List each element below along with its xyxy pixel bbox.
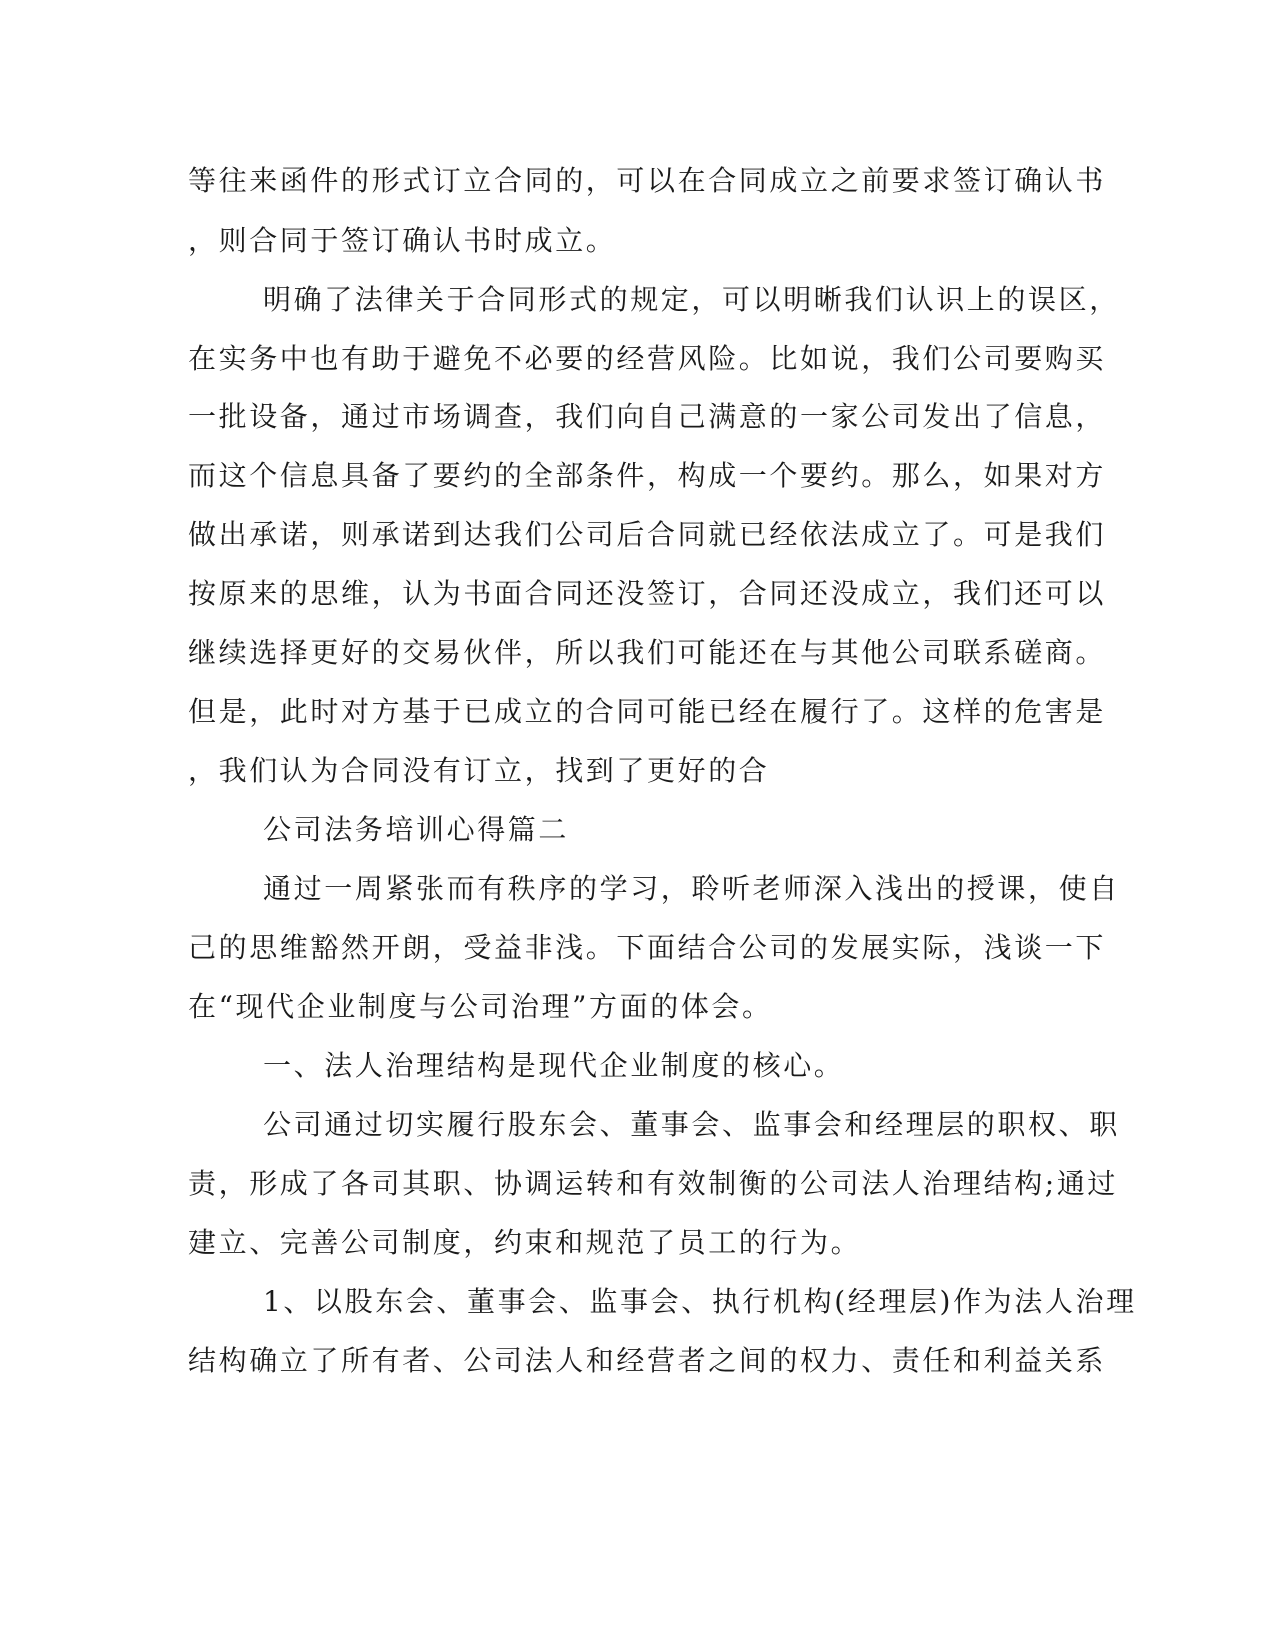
text-line: 公司通过切实履行股东会、董事会、监事会和经理层的职权、职	[263, 1108, 1120, 1141]
text-line: 结构确立了所有者、公司法人和经营者之间的权力、责任和利益关系	[188, 1344, 1107, 1377]
text-line: 1、以股东会、董事会、监事会、执行机构(经理层)作为法人治理	[263, 1285, 1137, 1318]
text-line: 但是，此时对方基于已成立的合同可能已经在履行了。这样的危害是	[188, 695, 1107, 728]
text-line: 建立、完善公司制度，约束和规范了员工的行为。	[188, 1226, 862, 1259]
text-line: 通过一周紧张而有秩序的学习，聆听老师深入浅出的授课，使自	[263, 872, 1120, 905]
text-line: 按原来的思维，认为书面合同还没签订，合同还没成立，我们还可以	[188, 577, 1107, 610]
text-line: 己的思维豁然开朗，受益非浅。下面结合公司的发展实际，浅谈一下	[188, 931, 1107, 964]
text-line: 等往来函件的形式订立合同的，可以在合同成立之前要求签订确认书	[188, 164, 1107, 197]
text-line: 做出承诺，则承诺到达我们公司后合同就已经依法成立了。可是我们	[188, 518, 1107, 551]
text-line: ，我们认为合同没有订立，找到了更好的合	[188, 754, 770, 787]
text-line: 在“现代企业制度与公司治理”方面的体会。	[188, 990, 773, 1023]
text-line: 责，形成了各司其职、协调运转和有效制衡的公司法人治理结构;通过	[188, 1167, 1119, 1200]
text-line: ，则合同于签订确认书时成立。	[188, 224, 617, 257]
text-line: 继续选择更好的交易伙伴，所以我们可能还在与其他公司联系磋商。	[188, 636, 1107, 669]
text-line: 而这个信息具备了要约的全部条件，构成一个要约。那么，如果对方	[188, 459, 1107, 492]
text-line: 一、法人治理结构是现代企业制度的核心。	[263, 1049, 845, 1082]
text-line: 明确了法律关于合同形式的规定，可以明晰我们认识上的误区，	[263, 283, 1120, 316]
text-line: 一批设备，通过市场调查，我们向自己满意的一家公司发出了信息，	[188, 400, 1107, 433]
text-line: 在实务中也有助于避免不必要的经营风险。比如说，我们公司要购买	[188, 342, 1107, 375]
section-heading: 公司法务培训心得篇二	[263, 813, 570, 846]
